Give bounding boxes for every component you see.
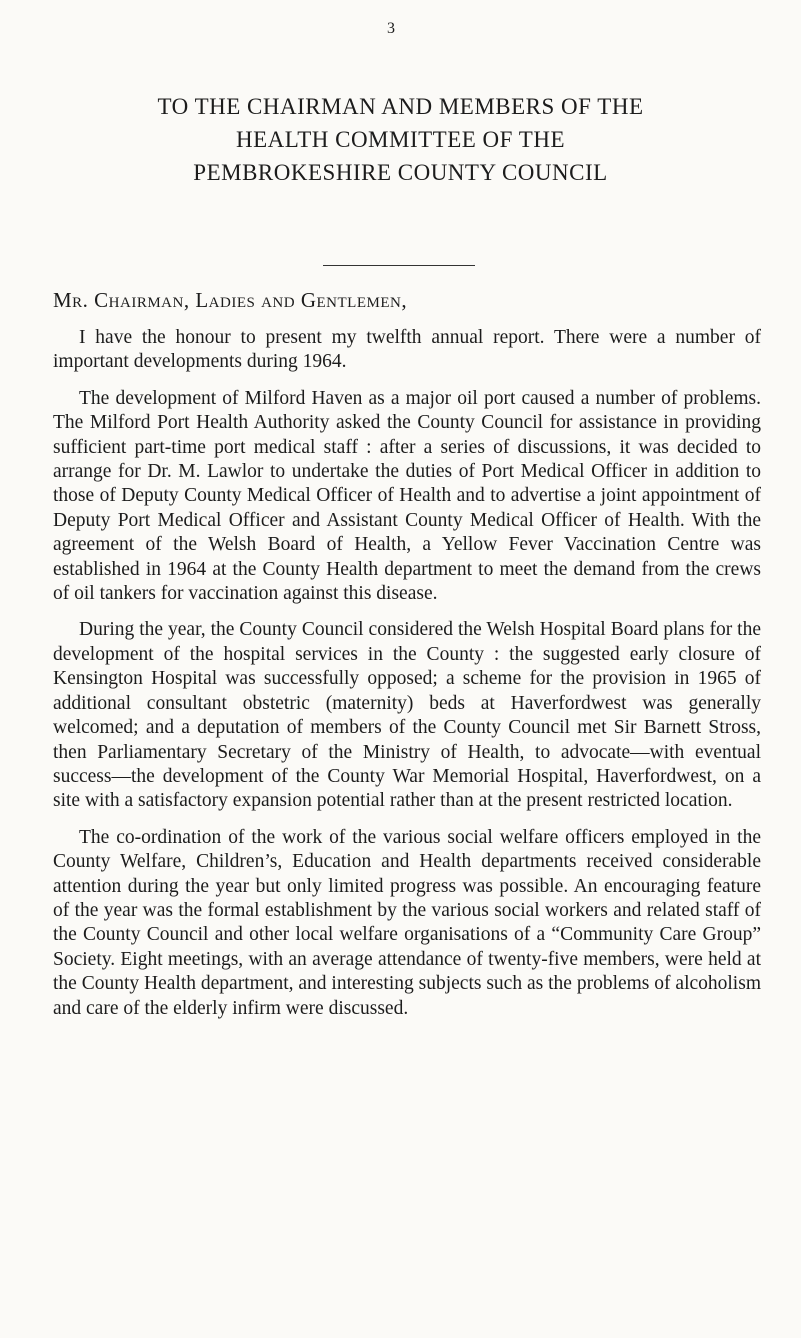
salutation: Mr. Chairman, Ladies and Gentlemen, — [53, 288, 408, 312]
report-title — [0, 90, 801, 189]
page-number: 3 — [387, 20, 395, 37]
title-line-3: PEMBROKESHIRE COUNTY COUNCIL — [193, 160, 608, 185]
title-divider — [323, 265, 475, 266]
title-line-2: HEALTH COMMITTEE OF THE — [235, 127, 566, 152]
report-body — [53, 326, 761, 1033]
paragraph-milford-haven: The development of Milford Haven as a major oil port caused a number of problems. The Milford Port Health Authority asked the County Council for assistance in providing sufficient part-time port medical staff : after a series of discussions, it was decided to arrange for Dr. M. Lawlor to undertake the duties of Port Medical Officer in addition to those of Deputy County Medical Officer of Health and to advertise a joint appointment of Deputy Port Medical Officer and Assistant County Medical Officer of Health. With the agreement of the Welsh Board of Health, a Yellow Fever Vaccination Centre was established in 1964 at the County Health department to meet the demand from the crews of oil tankers for vaccination against this disease. — [53, 387, 761, 605]
title-line-1: TO THE CHAIRMAN AND MEMBERS OF THE — [157, 94, 644, 119]
paragraph-intro: I have the honour to present my twelfth annual report. There were a number of important developments during 1964. — [53, 327, 761, 373]
paragraph-hospital-services: During the year, the County Council considered the Welsh Hospital Board plans for the development of the hospital services in the County : the suggested early closure of Kensington Hospital was successfully opposed; a scheme for the provision in 1965 of additional consultant obstetric (maternity) beds at Haverfordwest was generally welcomed; and a deputation of members of the County Council met Sir Barnett Stross, then Parliamentary Secretary of the Ministry of Health, to advocate—with eventual success—the development of the County War Memorial Hospital, Haverfordwest, on a site with a satisfactory expansion potential rather than at the present restricted location. — [53, 619, 761, 812]
paragraph-social-welfare: The co-ordination of the work of the various social welfare officers employed in the County Welfare, Children’s, Education and Health departments received considerable attention during the year but only limited progress was possible. An encouraging feature of the year was the formal establishment by the various social workers and related staff of the County Council and other local welfare organisations of a “Community Care Group” Society. Eight meetings, with an average attendance of twenty-five members, were held at the County Health department, and interesting subjects such as the problems of alcoholism and care of the elderly infirm were discussed. — [53, 826, 761, 1019]
